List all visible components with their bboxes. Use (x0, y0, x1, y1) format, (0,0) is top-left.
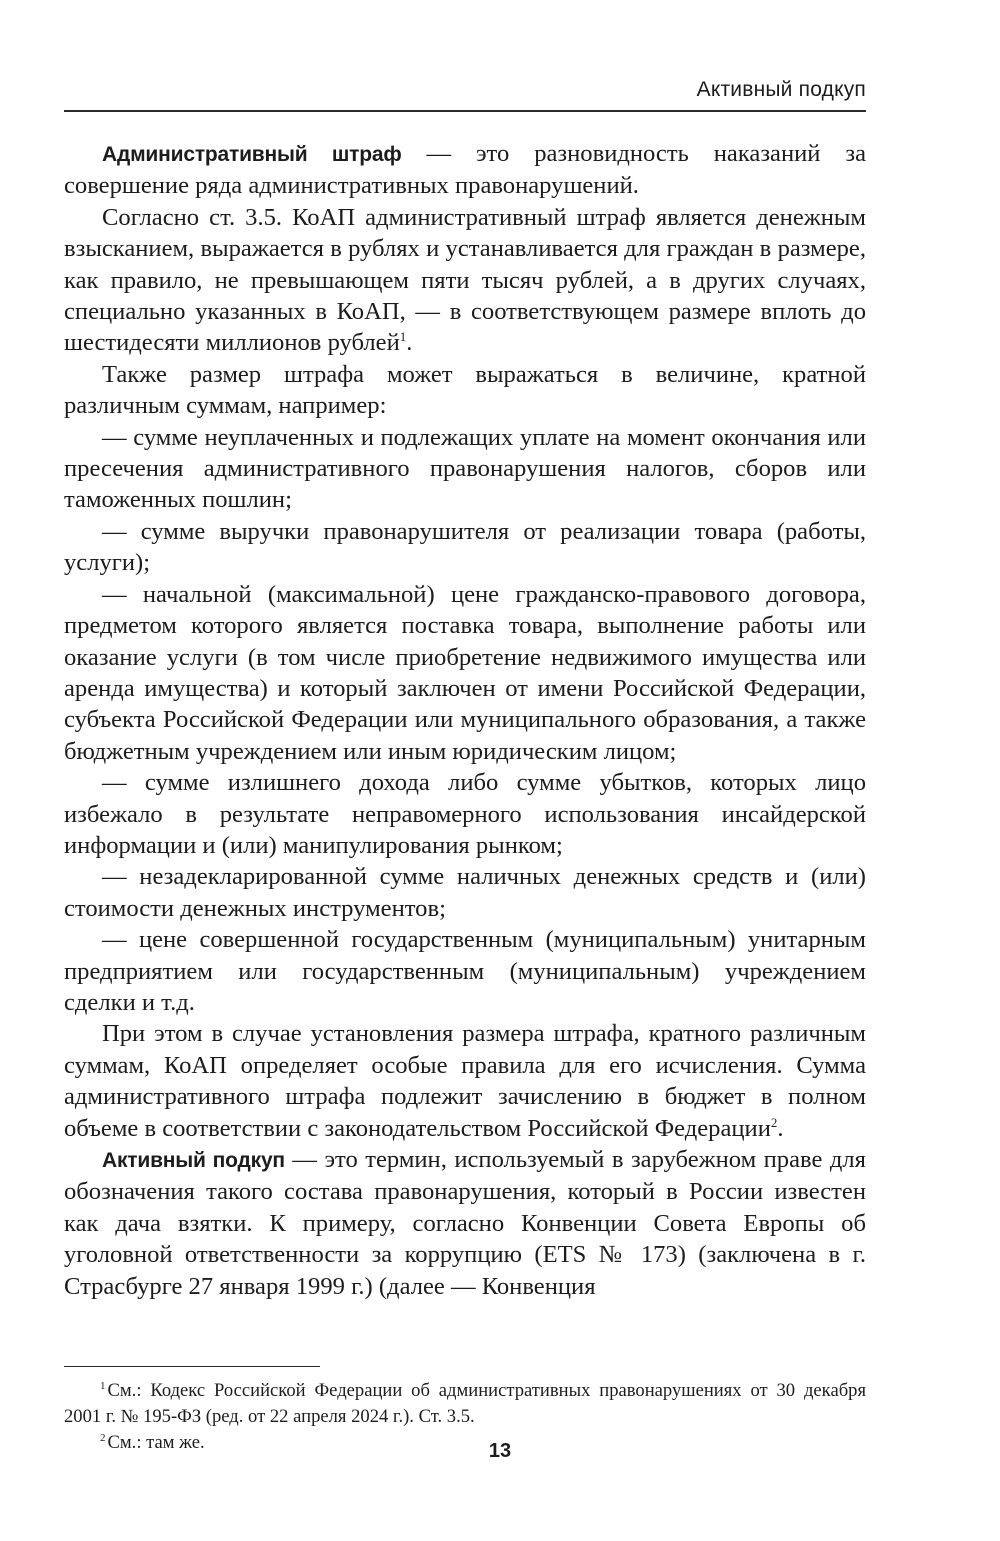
list-item: — незадекларированной сумме наличных денежных средств и (или) стоимости денежных инструментов; (64, 863, 866, 922)
term-heading: Административный штраф (102, 143, 402, 166)
footnote-mark: 1 (100, 1379, 106, 1392)
list-item: — начальной (максимальной) цене гражданско-правового договора, предметом которого является поставка товара, выполнение работы или оказание услуги (в том числе приобретение недвижимого имущества или аренда имущества) и который заключен от имени Российской Федерации, субъекта Российской Федерации или муниципального образования, а также бюджетным учреждением или иным юридическим лицом; (64, 580, 866, 765)
footnote-ref[interactable]: 2 (770, 1114, 778, 1130)
paragraph: Административный штраф — это разновидность наказаний за совершение ряда административных правонарушений. (64, 140, 866, 200)
list-item: — сумме неуплаченных и подлежащих уплате на момент окончания или пресечения административного правонарушения налогов, сборов или таможенных пошлин; (64, 423, 866, 514)
running-header-title: Активный подкуп (696, 78, 866, 101)
list-item: — сумме излишнего дохода либо сумме убытков, которых лицо избежало в результате неправомерного использования инсайдерской информации и (или) манипулирования рынком; (64, 769, 866, 859)
list-item: — цене совершенной государственным (муниципальным) унитарным предприятием или государственным (муниципальным) учреждением сделки и т.д. (64, 926, 866, 1016)
running-header (64, 76, 866, 112)
paragraph: Согласно ст. 3.5. КоАП административный штраф является денежным взысканием, выражается в рублях и устанавливается для граждан в размере, как правило, не превышающем пяти тысяч рублей, а в других случаях, специально указанных в КоАП, — в соответствующем размере вплоть до шестидесяти миллионов рублей$^1$. (64, 203, 866, 357)
term-heading: Активный подкуп (102, 1149, 285, 1172)
footnote-ref[interactable]: 1 (399, 329, 407, 345)
page-number: 13 (488, 1440, 512, 1462)
paragraph: Активный подкуп — это термин, используемый в зарубежном праве для обозначения такого состава правонарушения, который в России известен как дача взятки. К примеру, согласно Конвенции Совета Европы об уголовной ответственности за коррупцию (ETS № 173) (заключена в г. Страсбурге 27 января 1999 г.) (далее — Конвенция (64, 1146, 866, 1300)
body-text (64, 138, 866, 1302)
paragraph: Также размер штрафа может выражаться в величине, кратной различным суммам, например: (64, 360, 866, 420)
footnote-divider (64, 1366, 320, 1367)
footnote-mark: 2 (100, 1431, 106, 1444)
footnote: $^2$ См.: там же. (100, 1431, 205, 1453)
paragraph: При этом в случае установления размера штрафа, кратного различным суммам, КоАП определяет особые правила для его исчисления. Сумма административного штрафа подлежит зачислению в бюджет в полном объеме в соответствии с законодательством Российской Федерации$^2$. (64, 1020, 866, 1142)
footnote: $^1$ См.: Кодекс Российской Федерации об административных правонарушениях от 30 декабря 2001 г. № 195-ФЗ (ред. от 22 апреля 2024 г.). Ст. 3.5. (64, 1379, 866, 1427)
list-item: — сумме выручки правонарушителя от реализации товара (работы, услуги); (64, 517, 866, 577)
